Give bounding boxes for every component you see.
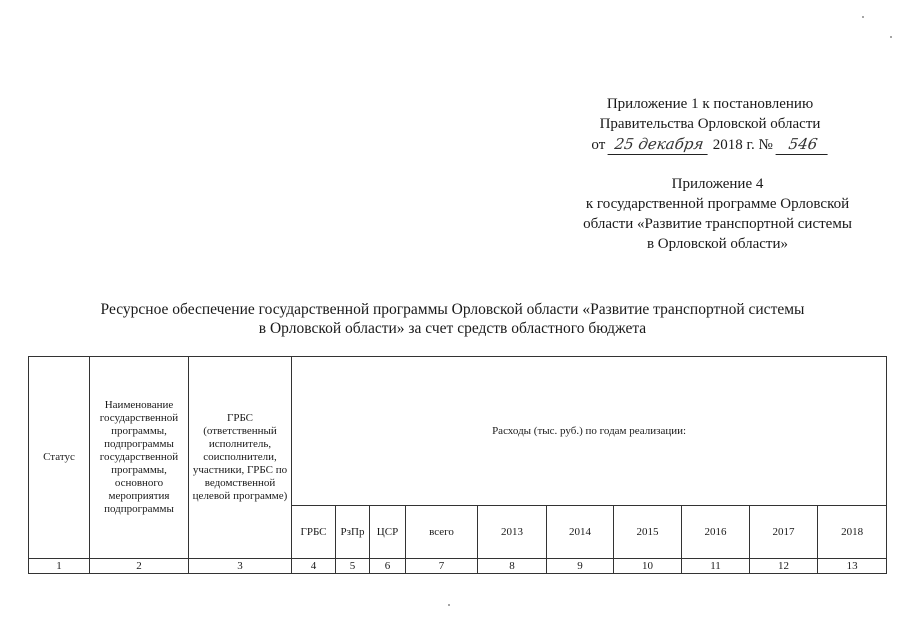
header-year-2013: 2013: [478, 506, 547, 559]
header-year-2015: 2015: [614, 506, 682, 559]
document-title-line-2: в Орловской области» за счет средств областного бюджета: [258, 320, 647, 337]
column-number: 2: [90, 559, 189, 574]
appendix-4-line-4: в Орловской области»: [646, 236, 789, 252]
header-name: Наименование государственной программы, подпрограммы государственной программы, основного мероприятия подпрограммы: [90, 357, 189, 559]
column-number: 5: [336, 559, 370, 574]
header-expenses: Расходы (тыс. руб.) по годам реализации:: [292, 357, 887, 506]
column-number: 1: [29, 559, 90, 574]
header-status: Статус: [29, 357, 90, 559]
appendix-1-line-2: Правительства Орловской области: [599, 116, 821, 132]
date-year: 2018 г. №: [712, 137, 773, 153]
header-year-2014: 2014: [547, 506, 614, 559]
column-number: 11: [682, 559, 750, 574]
appendix-1-block: [560, 94, 860, 155]
scan-speck: [448, 604, 450, 606]
column-number: 13: [818, 559, 887, 574]
header-csr: ЦСР: [370, 506, 406, 559]
scan-speck: [862, 16, 864, 18]
document-title: [30, 300, 875, 338]
header-total: всего: [406, 506, 478, 559]
appendix-4-block: [545, 174, 890, 254]
handwritten-date: 25 декабря: [608, 134, 711, 155]
resource-table: [28, 356, 887, 574]
column-number: 9: [547, 559, 614, 574]
column-number: 6: [370, 559, 406, 574]
appendix-4-line-2: к государственной программе Орловской: [585, 196, 850, 212]
appendix-1-line-1: Приложение 1 к постановлению: [606, 96, 814, 112]
column-number: 4: [292, 559, 336, 574]
header-grbs-full: ГРБС (ответственный исполнитель, соисполнители, участники, ГРБС по ведомственной целевой программе): [189, 357, 292, 559]
header-year-2016: 2016: [682, 506, 750, 559]
column-number: 7: [406, 559, 478, 574]
date-prefix: от: [591, 137, 606, 153]
column-number: 8: [478, 559, 547, 574]
appendix-4-line-3: области «Развитие транспортной системы: [583, 216, 852, 232]
column-number-row: [29, 559, 887, 574]
column-number: 10: [614, 559, 682, 574]
header-grbs: ГРБС: [292, 506, 336, 559]
header-year-2017: 2017: [750, 506, 818, 559]
scan-speck: [890, 36, 892, 38]
column-number: 12: [750, 559, 818, 574]
header-year-2018: 2018: [818, 506, 887, 559]
header-rzpr: РзПр: [336, 506, 370, 559]
document-title-line-1: Ресурсное обеспечение государственной программы Орловской области «Развитие транспортной системы: [100, 301, 805, 318]
handwritten-decree-number: 546: [775, 134, 830, 155]
appendix-4-line-1: Приложение 4: [671, 176, 764, 192]
decree-date-line: [560, 134, 860, 155]
column-number: 3: [189, 559, 292, 574]
